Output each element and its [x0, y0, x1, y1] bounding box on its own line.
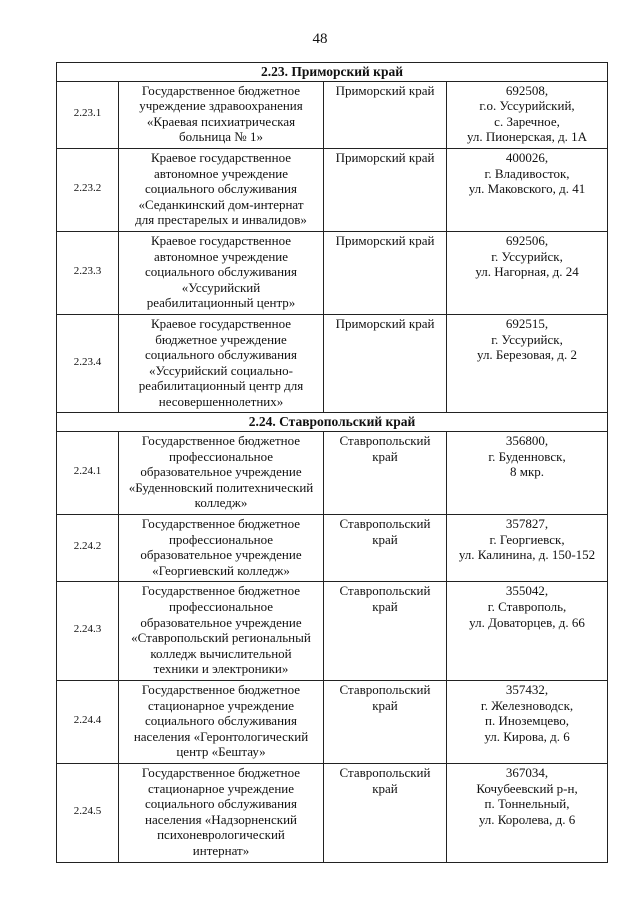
institution-name-line: населения «Надзорненский: [144, 811, 297, 827]
institution-name: [119, 81, 324, 148]
institution-name-line: «Буденновский политехнический: [128, 479, 314, 495]
institution-name-line: «Георгиевский колледж»: [152, 562, 290, 578]
institution-address-line: г. Уссурийск,: [491, 331, 563, 347]
institution-name-line: Государственное бюджетное: [141, 681, 301, 697]
region-name: [324, 81, 447, 148]
table-row: [57, 81, 608, 148]
region-name-line: Приморский край: [335, 149, 435, 165]
institution-address-line: с. Заречное,: [494, 113, 560, 129]
institution-name-line: психоневрологический: [157, 827, 285, 843]
row-number: 2.23.1: [57, 81, 119, 148]
institution-name-line: образовательное учреждение: [140, 614, 302, 630]
row-number: 2.24.3: [57, 582, 119, 681]
institution-address: [447, 314, 608, 413]
institution-address-line: 692515,: [505, 315, 549, 331]
region-name: [324, 582, 447, 681]
region-name: [324, 763, 447, 862]
row-number: 2.23.4: [57, 314, 119, 413]
institution-name: [119, 148, 324, 231]
institution-name-line: «Уссурийский социально-: [149, 362, 293, 378]
institution-address-line: г. Железноводск,: [480, 697, 574, 713]
institution-address-line: 400026,: [505, 149, 549, 165]
region-name: [324, 148, 447, 231]
row-number: 2.23.2: [57, 148, 119, 231]
institution-address-line: г. Буденновск,: [488, 448, 566, 464]
region-name-line: Ставропольский: [339, 681, 431, 697]
section-title: 2.24. Ставропольский край: [57, 413, 608, 432]
institution-address-line: п. Тоннельный,: [484, 796, 570, 812]
institution-name-line: социального обслуживания: [145, 347, 297, 363]
institution-name-line: несовершеннолетних»: [158, 393, 284, 409]
institution-name-line: образовательное учреждение: [140, 547, 302, 563]
region-name-line: Ставропольский: [339, 764, 431, 780]
institution-name-line: социального обслуживания: [145, 264, 297, 280]
institution-address-line: г. Георгиевск,: [489, 531, 565, 547]
institution-address: [447, 81, 608, 148]
row-number: 2.24.4: [57, 680, 119, 763]
region-name: [324, 314, 447, 413]
institution-name-line: Краевое государственное: [150, 232, 292, 248]
institution-name-line: интернат»: [192, 842, 250, 858]
institution-name-line: Государственное бюджетное: [141, 764, 301, 780]
institution-name-line: Государственное бюджетное: [141, 433, 301, 449]
institution-address-line: г.о. Уссурийский,: [479, 98, 575, 114]
institution-address-line: 357432,: [505, 681, 549, 697]
institution-address-line: г. Ставрополь,: [487, 599, 567, 614]
institution-name-line: автономное учреждение: [153, 165, 289, 181]
table-row: [57, 314, 608, 413]
institution-name: [119, 432, 324, 515]
institution-name-line: «Уссурийский: [181, 279, 261, 295]
region-name-line: край: [372, 531, 398, 547]
table-row: [57, 680, 608, 763]
institution-address: [447, 515, 608, 582]
institution-address-line: 8 мкр.: [509, 464, 545, 480]
row-number: 2.24.5: [57, 763, 119, 862]
institution-name-line: социального обслуживания: [145, 796, 297, 812]
row-number: 2.24.2: [57, 515, 119, 582]
institutions-table: [56, 62, 608, 863]
institution-address-line: п. Иноземцево,: [485, 713, 569, 729]
table-row: [57, 231, 608, 314]
institution-address-line: г. Владивосток,: [484, 165, 570, 181]
region-name-line: Ставропольский: [339, 516, 431, 532]
institution-address-line: 357827,: [505, 516, 549, 532]
institution-address: [447, 432, 608, 515]
row-number: 2.24.1: [57, 432, 119, 515]
institution-name-line: реабилитационный центр»: [146, 295, 296, 311]
table-row: [57, 148, 608, 231]
section-title: 2.23. Приморский край: [57, 63, 608, 82]
region-name-line: край: [372, 697, 398, 713]
region-name-line: Ставропольский: [339, 433, 431, 449]
institution-address-line: 367034,: [505, 764, 549, 780]
institution-address: [447, 680, 608, 763]
institution-name-line: автономное учреждение: [153, 248, 289, 264]
region-name: [324, 515, 447, 582]
region-name-line: Приморский край: [335, 315, 435, 331]
region-name-line: край: [372, 448, 398, 464]
institution-name-line: больница № 1»: [179, 129, 263, 145]
region-name-line: край: [372, 780, 398, 796]
institution-name-line: учреждение здравоохранения: [139, 98, 303, 114]
institution-name-line: центр «Бештау»: [176, 744, 266, 760]
table-row: [57, 763, 608, 862]
institution-name-line: социального обслуживания: [145, 713, 297, 729]
region-name: [324, 680, 447, 763]
institution-name-line: техники и электроники»: [153, 661, 289, 677]
region-name: [324, 231, 447, 314]
institution-address-line: ул. Пионерская, д. 1А: [466, 129, 588, 145]
institution-address: [447, 148, 608, 231]
institution-name-line: Государственное бюджетное: [141, 516, 301, 532]
institution-name-line: образовательное учреждение: [140, 464, 302, 480]
institution-address-line: 692506,: [505, 232, 549, 248]
institution-name: [119, 231, 324, 314]
institution-name-line: реабилитационный центр для: [138, 378, 304, 394]
institution-name-line: «Ставропольский региональный: [131, 630, 311, 646]
institution-name-line: бюджетное учреждение: [155, 331, 287, 347]
table-row: [57, 582, 608, 681]
institution-address-line: г. Уссурийск,: [491, 248, 563, 264]
institution-name-line: колледж вычислительной: [150, 645, 292, 661]
institution-name-line: Краевое государственное: [150, 149, 292, 165]
institution-address-line: ул. Кирова, д. 6: [484, 728, 570, 744]
institution-address: [447, 582, 608, 681]
institution-name: [119, 314, 324, 413]
institution-name-line: для престарелых и инвалидов»: [135, 212, 307, 228]
institution-address-line: ул. Маковского, д. 41: [468, 181, 586, 197]
region-name-line: Приморский край: [335, 82, 435, 98]
institution-name-line: Краевое государственное: [150, 315, 292, 331]
institution-name: [119, 680, 324, 763]
institution-address-line: ул. Доваторцев, д. 66: [469, 614, 585, 630]
institution-address: [447, 763, 608, 862]
institution-name-line: колледж»: [194, 495, 248, 511]
institution-name-line: профессиональное: [168, 599, 274, 614]
institution-name-line: социального обслуживания: [145, 181, 297, 197]
institution-address-line: 356800,: [505, 433, 549, 449]
institution-name-line: профессиональное: [168, 531, 274, 547]
institution-address-line: ул. Березовая, д. 2: [477, 347, 577, 363]
institution-address-line: 692508,: [505, 82, 549, 98]
institution-name-line: Государственное бюджетное: [141, 583, 301, 599]
institution-address: [447, 231, 608, 314]
institution-name: [119, 515, 324, 582]
institution-name-line: стационарное учреждение: [147, 780, 294, 796]
region-name-line: край: [372, 599, 398, 614]
table-row: [57, 515, 608, 582]
institution-address-line: 355042,: [505, 583, 549, 599]
region-name-line: Ставропольский: [339, 583, 431, 599]
table-body: [57, 63, 608, 863]
region-name-line: Приморский край: [335, 232, 435, 248]
page-number: 48: [312, 31, 328, 47]
institution-name-line: стационарное учреждение: [147, 697, 294, 713]
row-number: 2.23.3: [57, 231, 119, 314]
region-name: [324, 432, 447, 515]
institution-name: [119, 763, 324, 862]
institution-name-line: профессиональное: [168, 448, 274, 464]
institution-name-line: «Седанкинский дом-интернат: [138, 196, 304, 212]
institution-name: [119, 582, 324, 681]
section-header-row: [57, 63, 608, 82]
institution-address-line: Кочубеевский р-н,: [476, 780, 578, 796]
institution-name-line: Государственное бюджетное: [141, 82, 301, 98]
institution-address-line: ул. Калинина, д. 150-152: [458, 547, 596, 563]
institution-address-line: ул. Королева, д. 6: [478, 811, 576, 827]
institution-name-line: «Краевая психиатрическая: [146, 113, 296, 129]
institution-address-line: ул. Нагорная, д. 24: [475, 264, 579, 280]
section-header-row: [57, 413, 608, 432]
table-row: [57, 432, 608, 515]
institution-name-line: населения «Геронтологический: [133, 728, 309, 744]
